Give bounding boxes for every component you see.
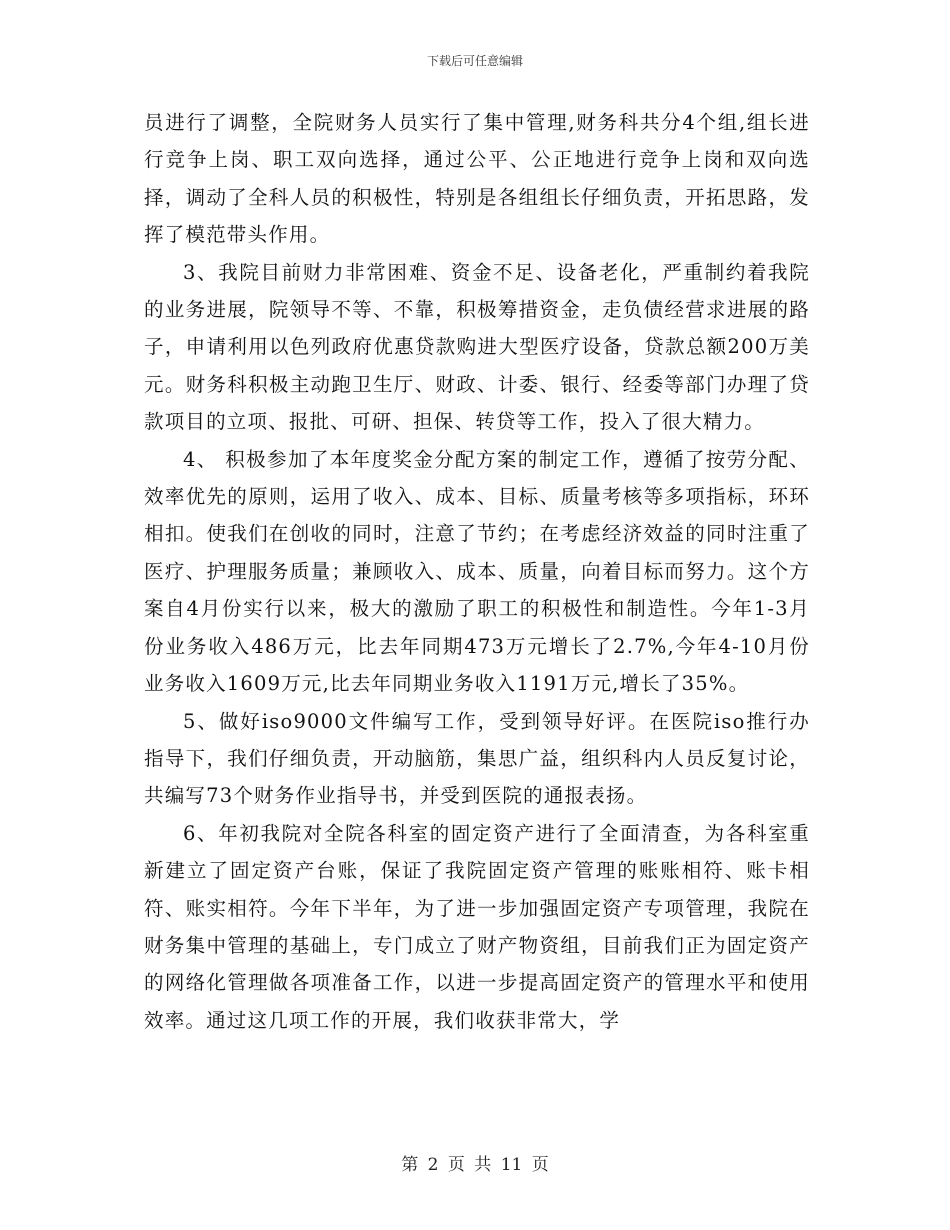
paragraph-item-4: 4、 积极参加了本年度奖金分配方案的制定工作，遵循了按劳分配、效率优先的原则，运用了收入、成本、目标、质量考核等多项指标，环环相扣。使我们在创收的同时，注意了节约；在考虑经济效益的同时注重了医疗、护理服务质量；兼顾收入、成本、质量，向着目标而努力。这个方案自4月份实行以来，极大的激励了职工的积极性和制造性。今年1-3月份业务收入486万元，比去年同期473万元增长了2.7%,今年4-10月份业务收入1609万元,比去年同期业务收入1191万元,增长了35%。 <box>144 447 810 696</box>
paragraph-item-3: 3、我院目前财力非常困难、资金不足、设备老化，严重制约着我院的业务进展，院领导不等、不靠，积极筹措资金，走负债经营求进展的路子，申请利用以色列政府优惠贷款购进大型医疗设备，贷款总额200万美元。财务科积极主动跑卫生厅、财政、计委、银行、经委等部门办理了贷款项目的立项、报批、可研、担保、转贷等工作，投入了很大精力。 <box>144 260 810 434</box>
paragraph-continued: 员进行了调整，全院财务人员实行了集中管理,财务科共分4个组,组长进行竞争上岗、职工双向选择，通过公平、公正地进行竞争上岗和双向选择，调动了全科人员的积极性，特别是各组组长仔细负责，开拓思路，发挥了模范带头作用。 <box>144 111 810 247</box>
page-header: 下载后可任意编辑 <box>426 54 523 68</box>
page-footer: 第 2 页 共 11 页 <box>401 1155 549 1175</box>
paragraph-item-5: 5、做好iso9000文件编写工作，受到领导好评。在医院iso推行办指导下，我们仔细负责，开动脑筋，集思广益，组织科内人员反复讨论，共编写73个财务作业指导书，并受到医院的通报表扬。 <box>144 709 810 808</box>
paragraph-item-6: 6、年初我院对全院各科室的固定资产进行了全面清查，为各科室重新建立了固定资产台账，保证了我院固定资产管理的账账相符、账卡相符、账实相符。今年下半年，为了进一步加强固定资产专项管理，我院在财务集中管理的基础上，专门成立了财产物资组，目前我们正为固定资产的网络化管理做各项准备工作，以进一步提高固定资产的管理水平和使用效率。通过这几项工作的开展，我们收获非常大，学 <box>144 821 810 1032</box>
document-body <box>144 104 810 1039</box>
